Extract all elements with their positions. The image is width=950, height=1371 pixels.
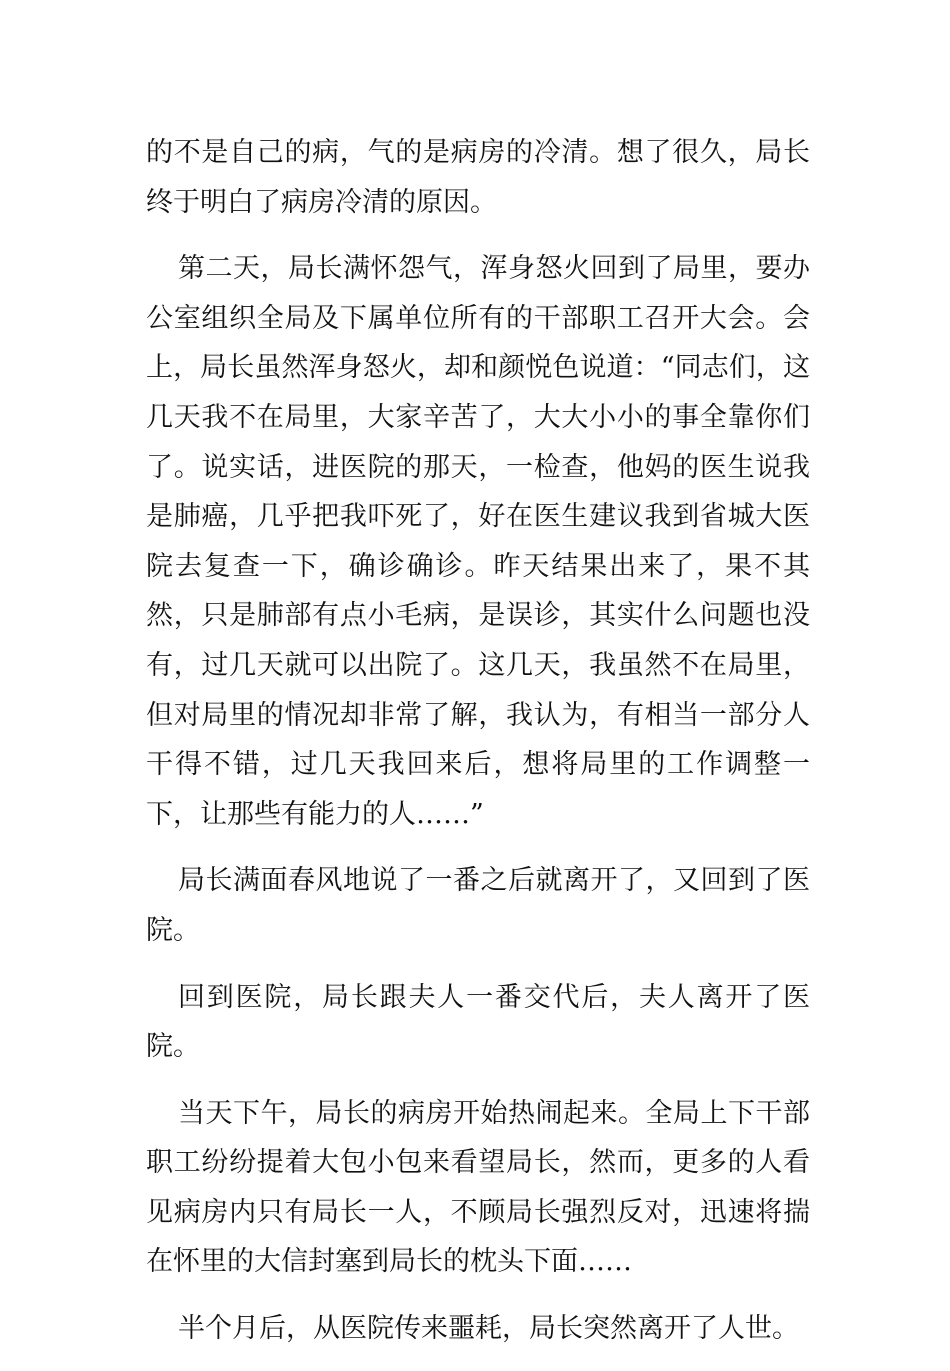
paragraph-ending: 半个月后，从医院传来噩耗，局长突然离开了人世。 bbox=[178, 1313, 799, 1345]
paragraph-continuation: 的不是自己的病，气的是病房的冷清。想了很久，局长终于明白了病房冷清的原因。 bbox=[146, 137, 810, 218]
paragraph-return-hospital: 局长满面春风地说了一番之后就离开了，又回到了医院。 bbox=[146, 865, 810, 946]
paragraph-meeting-speech: 第二天，局长满怀怨气，浑身怒火回到了局里，要办公室组织全局及下属单位所有的干部职工召开大会。会上，局长虽然浑身怒火，却和颜悦色说道：“同志们，这几天我不在局里，大家辛苦了，大大小小的事全靠你们了。说实话，进医院的那天，一检查，他妈的医生说我是肺癌，几乎把我吓死了，好在医生建议我到省城大医院去复查一下，确诊确诊。昨天结果出来了，果不其然，只是肺部有点小毛病，是误诊，其实什么问题也没有，过几天就可以出院了。这几天，我虽然不在局里，但对局里的情况却非常了解，我认为，有相当一部分人干得不错，过几天我回来后，想将局里的工作调整一下，让那些有能力的人……” bbox=[146, 253, 810, 830]
paragraph-afternoon-visitors: 当天下午，局长的病房开始热闹起来。全局上下干部职工纷纷提着大包小包来看望局长，然而，更多的人看见病房内只有局长一人，不顾局长强烈反对，迅速将揣在怀里的大信封塞到局长的枕头下面…… bbox=[146, 1097, 810, 1278]
paragraph-wife-leaves: 回到医院，局长跟夫人一番交代后，夫人离开了医院。 bbox=[146, 981, 810, 1063]
document-body bbox=[146, 128, 810, 1371]
